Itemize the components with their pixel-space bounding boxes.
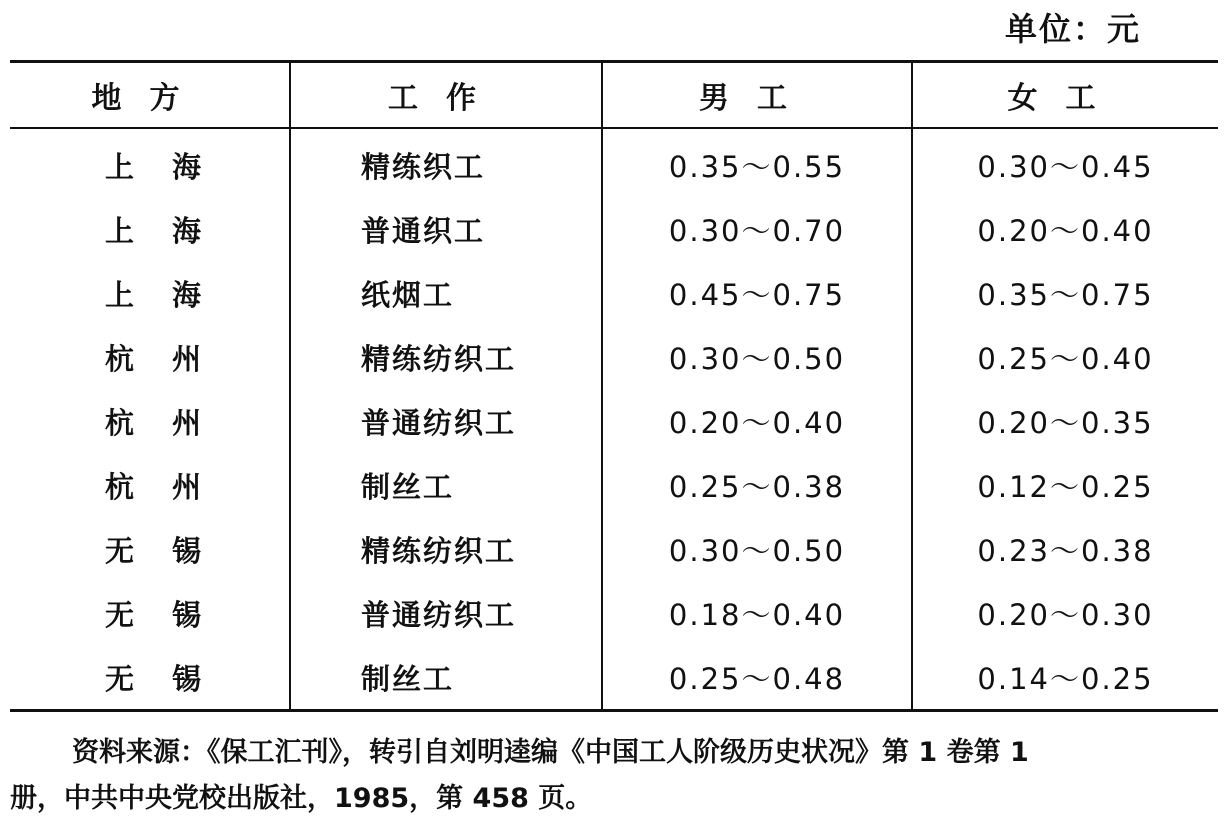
source-line-2: 册，中共中央党校出版社，1985，第 458 页。 bbox=[10, 783, 593, 814]
cell-work: 精练纺织工 bbox=[290, 517, 602, 581]
cell-female: 0.30～0.45 bbox=[912, 128, 1218, 197]
cell-work: 普通纺织工 bbox=[290, 389, 602, 453]
cell-place: 上海 bbox=[105, 277, 240, 312]
wage-table bbox=[10, 60, 1218, 712]
cell-male: 0.25～0.38 bbox=[602, 453, 912, 517]
table-row bbox=[10, 581, 1218, 645]
table-row bbox=[10, 197, 1218, 261]
header-male: 男工 bbox=[602, 62, 912, 129]
cell-work: 普通纺织工 bbox=[290, 581, 602, 645]
cell-place: 杭州 bbox=[105, 469, 240, 504]
cell-male: 0.20～0.40 bbox=[602, 389, 912, 453]
cell-work: 精练织工 bbox=[290, 128, 602, 197]
cell-male: 0.35～0.55 bbox=[602, 128, 912, 197]
cell-female: 0.20～0.40 bbox=[912, 197, 1218, 261]
table-row bbox=[10, 517, 1218, 581]
cell-place: 无锡 bbox=[105, 661, 240, 696]
cell-male: 0.30～0.70 bbox=[602, 197, 912, 261]
table-row bbox=[10, 128, 1218, 197]
cell-work: 精练纺织工 bbox=[290, 325, 602, 389]
cell-female: 0.12～0.25 bbox=[912, 453, 1218, 517]
source-note bbox=[10, 730, 1220, 822]
table-row bbox=[10, 389, 1218, 453]
cell-place: 杭州 bbox=[105, 341, 240, 376]
header-place: 地方 bbox=[10, 62, 290, 129]
cell-work: 制丝工 bbox=[290, 645, 602, 711]
cell-female: 0.20～0.35 bbox=[912, 389, 1218, 453]
cell-female: 0.35～0.75 bbox=[912, 261, 1218, 325]
cell-place: 上海 bbox=[105, 213, 240, 248]
table-body bbox=[10, 128, 1218, 711]
cell-place: 无锡 bbox=[105, 597, 240, 632]
cell-work: 纸烟工 bbox=[290, 261, 602, 325]
cell-work: 普通织工 bbox=[290, 197, 602, 261]
table-row bbox=[10, 325, 1218, 389]
cell-female: 0.20～0.30 bbox=[912, 581, 1218, 645]
table-row bbox=[10, 261, 1218, 325]
cell-male: 0.18～0.40 bbox=[602, 581, 912, 645]
cell-work: 制丝工 bbox=[290, 453, 602, 517]
cell-place: 上海 bbox=[105, 149, 240, 184]
unit-label: 单位：元 bbox=[1004, 10, 1141, 48]
table-row bbox=[10, 645, 1218, 711]
source-line-1: 资料来源：《保工汇刊》，转引自刘明逵编《中国工人阶级历史状况》第 1 卷第 1 bbox=[72, 737, 1029, 768]
wage-table-container bbox=[10, 60, 1218, 712]
cell-male: 0.45～0.75 bbox=[602, 261, 912, 325]
table-row bbox=[10, 453, 1218, 517]
cell-male: 0.30～0.50 bbox=[602, 325, 912, 389]
header-female: 女工 bbox=[912, 62, 1218, 129]
header-row bbox=[10, 62, 1218, 129]
cell-female: 0.23～0.38 bbox=[912, 517, 1218, 581]
header-work: 工作 bbox=[290, 62, 602, 129]
cell-female: 0.25～0.40 bbox=[912, 325, 1218, 389]
cell-place: 无锡 bbox=[105, 533, 240, 568]
cell-place: 杭州 bbox=[105, 405, 240, 440]
table-header bbox=[10, 62, 1218, 129]
cell-female: 0.14～0.25 bbox=[912, 645, 1218, 711]
cell-male: 0.30～0.50 bbox=[602, 517, 912, 581]
cell-male: 0.25～0.48 bbox=[602, 645, 912, 711]
